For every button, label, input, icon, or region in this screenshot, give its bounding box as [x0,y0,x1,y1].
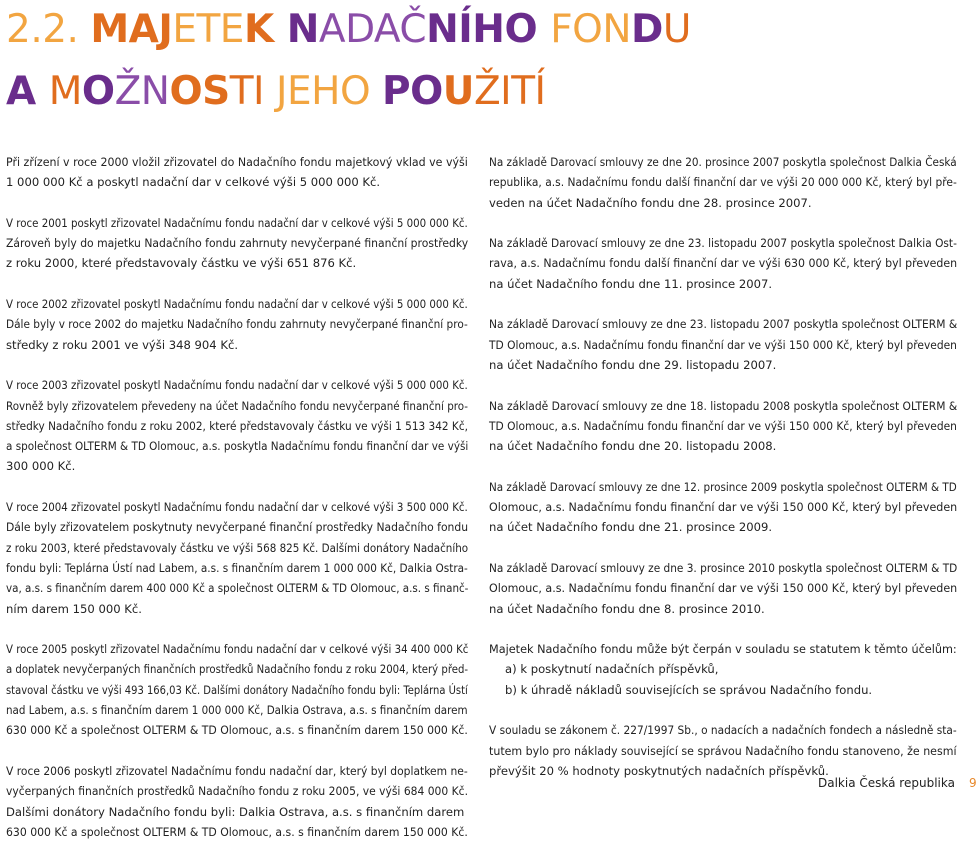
paragraph [489,477,957,538]
text-line: převýšit 20 % hodnoty poskytnutých nadačních příspěvků. [489,763,829,778]
text-line: nad Labem, a.s. s finančním darem 1 000 000 Kč, Dalkia Ostrava, a.s. s finančním darem [6,703,468,718]
title-segment: ADAČ [318,7,427,52]
text-line: Dále byly v roce 2002 do majetku Nadačního fondu zahrnuty nevyčerpané finanční pro- [6,317,468,332]
text-line: V roce 2003 zřizovatel poskytl Nadačnímu fondu nadační dar v celkové výši 5 000 000 Kč. [6,378,468,393]
title-segment: O [81,69,115,114]
footer-company: Dalkia Česká republika [818,776,955,790]
right-column [489,152,957,802]
paragraph [489,558,957,619]
paragraph [489,152,957,213]
text-line: Na základě Darovací smlouvy ze dne 23. listopadu 2007 poskytla společnost Dalkia Ost- [489,236,957,251]
paragraph [489,314,957,375]
text-line: Na základě Darovací smlouvy ze dne 20. prosince 2007 poskytla společnost Dalkia Česká [489,155,957,169]
paragraph [6,639,468,740]
title-segment: A [6,69,49,114]
text-line: Na základě Darovací smlouvy ze dne 23. listopadu 2007 poskytla společnost OLTERM & [489,317,958,332]
title-segment: N [286,7,319,52]
text-line: V roce 2002 zřizovatel poskytl Nadačnímu fondu nadační dar v celkové výši 5 000 000 Kč. [6,297,468,312]
text-line: stavoval částku ve výši 493 166,03 Kč. Dalšími donátory Nadačního fondu byli: Teplárna Ústí [6,682,468,697]
title-segment: K [243,7,287,52]
text-line: Dalšími donátory Nadačního fondu byli: Dalkia Ostrava, a.s. s finančním darem [6,804,465,819]
title-segment: PO [382,69,443,114]
paragraph [6,213,468,274]
page-title-line-2 [6,70,546,114]
text-line: Na základě Darovací smlouvy ze dne 18. listopadu 2008 poskytla společnost OLTERM & [489,398,958,413]
title-segment: MAJ [90,7,173,52]
text-line: V roce 2005 poskytl zřizovatel Nadačnímu fondu nadační dar v celkové výši 34 400 000 Kč [6,642,469,657]
text-line: Zároveň byly do majetku Nadačního fondu zahrnuty nevyčerpané finanční prostředky [6,236,469,251]
text-line: vyčerpaných finančních prostředků Nadačního fondu z roku 2005, ve výši 684 000 Kč. [6,784,468,799]
text-line: středky z roku 2001 ve výši 348 904 Kč. [6,337,239,352]
title-segment: U [662,7,691,52]
text-line: TD Olomouc, a.s. Nadačnímu fondu finanční dar ve výši 150 000 Kč, který byl převeden [489,418,957,433]
text-line: Olomouc, a.s. Nadačnímu fondu finanční dar ve výši 150 000 Kč, který byl převeden [489,500,958,515]
paragraph [6,294,468,355]
text-line: V souladu se zákonem č. 227/1997 Sb., o nadacích a nadačních fondech a následně sta- [489,723,957,738]
text-line: a společnost OLTERM & TD Olomouc, a.s. poskytla Nadačnímu fondu finanční dar ve výši [6,439,469,454]
text-line: va, a.s. s finančním darem 400 000 Kč a společnost OLTERM & TD Olomouc, a.s. s finanč- [6,581,469,596]
donation-paragraphs [489,152,957,619]
text-line: ním darem 150 000 Kč. [6,601,142,616]
paragraph [489,233,957,294]
title-segment: M [48,69,82,114]
text-line: na účet Nadačního fondu dne 8. prosince 2010. [489,601,765,616]
text-line: 1 000 000 Kč a poskytl nadační dar v celkové výši 5 000 000 Kč. [6,175,381,190]
title-segment: U [442,69,474,114]
text-line: fondu byli: Teplárna Ústí nad Labem, a.s. s finančním darem 1 000 000 Kč, Dalkia Ostra- [6,560,468,575]
text-line: na účet Nadačního fondu dne 11. prosince 2007. [489,276,773,291]
page-footer [818,776,977,790]
paragraph [6,497,468,619]
text-line: Na základě Darovací smlouvy ze dne 3. prosince 2010 poskytla společnost OLTERM & TD [489,560,958,575]
text-line: rava, a.s. Nadačnímu fondu další finanční dar ve výši 630 000 Kč, který byl převeden [489,256,958,271]
text-line: z roku 2000, které představovaly částku ve výši 651 876 Kč. [6,256,357,271]
text-line: Na základě Darovací smlouvy ze dne 12. prosince 2009 poskytla společnost OLTERM & TD [489,479,957,494]
title-segment: ŽITÍ [473,69,546,114]
title-segment: NÍHO [426,7,551,52]
text-line: V roce 2004 zřizovatel poskytl Nadačnímu fondu nadační dar v celkové výši 3 500 000 Kč. [6,500,468,515]
law-paragraph [489,720,957,781]
text-line: Při zřízení v roce 2000 vložil zřizovatel do Nadačního fondu majetkový vklad ve výši [6,155,468,169]
text-line: Olomouc, a.s. Nadačnímu fondu finanční dar ve výši 150 000 Kč, který byl převeden [489,581,958,596]
text-line: tutem bylo pro náklady související se správou Nadačního fondu stanoveno, že nesmí [489,743,957,758]
text-line: na účet Nadačního fondu dne 29. listopadu 2007. [489,357,777,372]
title-segment: ŽN [114,69,170,114]
title-segment: OS [169,69,230,114]
title-segment: 2.2. [6,7,91,52]
text-line: V roce 2006 poskytl zřizovatel Nadačnímu fondu nadační dar, který byl doplatkem ne- [6,763,468,778]
title-segment: JEHO [275,69,383,114]
text-line: na účet Nadačního fondu dne 21. prosince 2009. [489,520,773,535]
paragraph [489,396,957,457]
text-line: středky Nadačního fondu z roku 2002, které představovaly částku ve výši 1 513 342 Kč, [6,418,468,433]
text-line: Rovněž byly zřizovatelem převedeny na účet Nadačního fondu nevyčerpané finanční pro- [6,398,468,413]
text-line: 630 000 Kč a společnost OLTERM & TD Olomouc, a.s. s finančním darem 150 000 Kč. [6,824,468,839]
usage-item-a: a) k poskytnutí nadačních příspěvků, [505,662,719,677]
text-line: z roku 2003, které představovaly částku ve výši 568 825 Kč. Dalšími donátory Nadačního [6,540,469,555]
paragraph [6,761,468,842]
text-line: TD Olomouc, a.s. Nadačnímu fondu finanční dar ve výši 150 000 Kč, který byl převeden [489,337,957,352]
title-segment: TI [229,69,276,114]
left-column [6,152,468,862]
page-title-line-1 [6,8,691,52]
text-line: veden na účet Nadačního fondu dne 28. prosince 2007. [489,195,812,210]
usage-item-b: b) k úhradě nákladů souvisejících se správou Nadačního fondu. [505,682,873,697]
text-line: V roce 2001 poskytl zřizovatel Nadačnímu fondu nadační dar v celkové výši 5 000 000 Kč. [6,215,468,230]
text-line: na účet Nadačního fondu dne 20. listopadu 2008. [489,439,777,454]
text-line: republika, a.s. Nadačnímu fondu další finanční dar ve výši 20 000 000 Kč, který byl pře- [489,175,957,190]
title-segment: D [631,7,663,52]
text-line: 300 000 Kč. [6,459,76,474]
paragraph [6,375,468,476]
text-line: Dále byly zřizovatelem poskytnuty nevyčerpané finanční prostředky Nadačního fondu [6,520,469,535]
usage-intro: Majetek Nadačního fondu může být čerpán v souladu se statutem k těmto účelům: [489,642,957,657]
page-number: 9 [968,776,977,790]
text-line: a doplatek nevyčerpaných finančních prostředků Nadačního fondu z roku 2004, který před- [6,662,469,677]
usage-section [489,639,957,700]
text-line: 630 000 Kč a společnost OLTERM & TD Olomouc, a.s. s finančním darem 150 000 Kč. [6,723,468,738]
paragraph [6,152,468,193]
title-segment: ETE [172,7,244,52]
title-segment: FON [550,7,631,52]
